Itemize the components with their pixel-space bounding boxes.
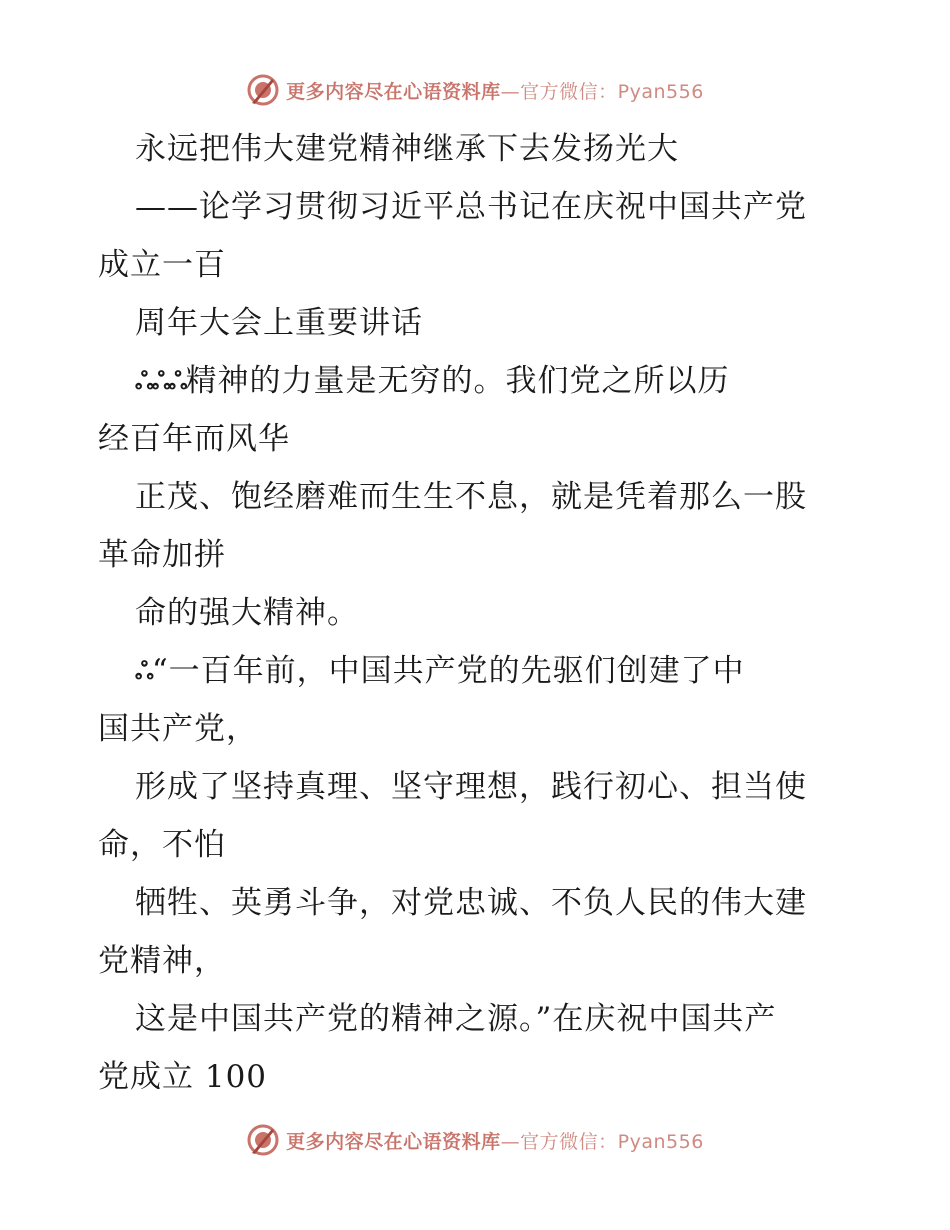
banner-text-tail: 官方微信：Pyan556: [520, 1130, 704, 1153]
floral-ornament-icon: ஃ: [135, 657, 152, 685]
floral-ornament-icon: ஃஃஃ: [135, 367, 186, 395]
paragraph-line: 形成了坚持真理、坚守理想，践行初心、担当使: [135, 769, 807, 805]
paragraph-line: 党成立 100: [98, 1059, 268, 1095]
paragraph-line: 党精神，: [98, 943, 226, 979]
doc-subtitle-line: 成立一百: [98, 247, 226, 283]
doc-subtitle-line: 周年大会上重要讲话: [135, 305, 423, 341]
footer-banner: [0, 1120, 950, 1160]
paragraph-line: 革命加拼: [98, 537, 226, 573]
banner-separator: —: [500, 1130, 521, 1153]
paragraph-line: 命，不怕: [98, 827, 226, 863]
paragraph-line: 牺牲、英勇斗争，对党忠诚、不负人民的伟大建: [135, 885, 807, 921]
document-body: [98, 120, 858, 1106]
paragraph-line: 这是中国共产党的精神之源。”在庆祝中国共产: [135, 1001, 777, 1037]
quill-logo-icon: [246, 1123, 280, 1157]
paragraph-line: [98, 352, 858, 410]
paragraph-text: “一百年前，中国共产党的先驱们创建了中: [151, 653, 745, 689]
paragraph-line: 经百年而风华: [98, 421, 290, 457]
banner-text-main: 更多内容尽在心语资料库: [286, 80, 501, 103]
doc-title: 永远把伟大建党精神继承下去发扬光大: [135, 131, 679, 167]
doc-subtitle-line: ——论学习贯彻习近平总书记在庆祝中国共产党: [135, 189, 807, 225]
quill-logo-icon: [246, 73, 280, 107]
banner-separator: —: [500, 80, 521, 103]
banner-text-tail: 官方微信：Pyan556: [520, 80, 704, 103]
paragraph-line: 国共产党，: [98, 711, 258, 747]
paragraph-line: [98, 642, 858, 700]
paragraph-line: 正茂、饱经磨难而生生不息，就是凭着那么一股: [135, 479, 807, 515]
paragraph-line: 命的强大精神。: [135, 595, 359, 631]
banner-text-main: 更多内容尽在心语资料库: [286, 1130, 501, 1153]
header-banner: [0, 70, 950, 110]
paragraph-text: 精神的力量是无穷的。我们党之所以历: [185, 363, 730, 399]
